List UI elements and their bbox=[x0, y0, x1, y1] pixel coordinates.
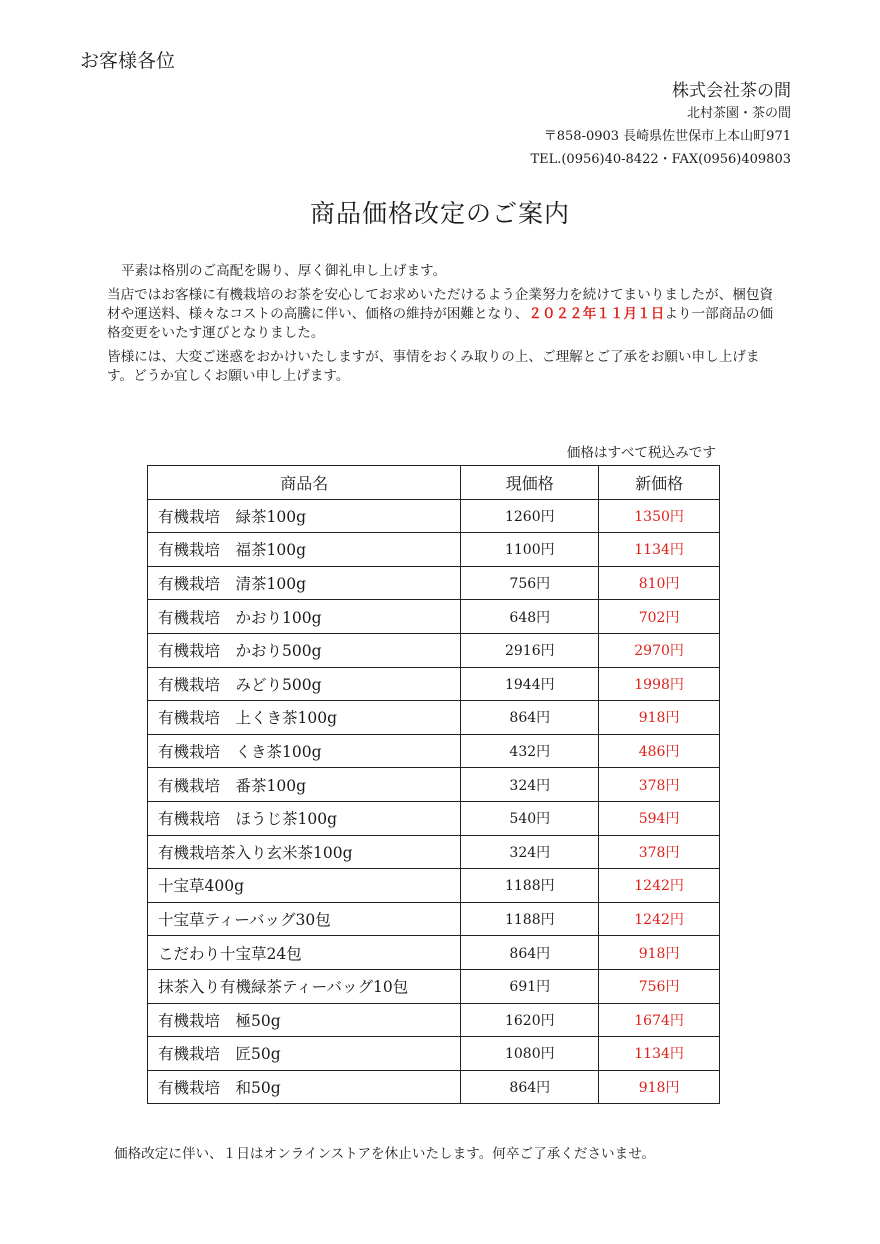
sender-block bbox=[530, 80, 791, 171]
sender-address: 〒858-0903 長崎県佐世保市上本山町971 bbox=[543, 129, 791, 144]
product-name-cell: 有機栽培 福茶100g bbox=[148, 533, 461, 567]
new-price-cell: 918円 bbox=[599, 1070, 720, 1104]
header-new-price: 新価格 bbox=[599, 466, 720, 500]
addressee: お客様各位 bbox=[80, 50, 176, 72]
product-name-cell: 有機栽培 極50g bbox=[148, 1003, 461, 1037]
product-name-cell: 有機栽培茶入り玄米茶100g bbox=[148, 835, 461, 869]
current-price-cell: 1188円 bbox=[461, 869, 599, 903]
table-row bbox=[148, 566, 720, 600]
new-price-cell: 378円 bbox=[599, 768, 720, 802]
sender-company: 株式会社茶の間 bbox=[672, 81, 791, 101]
current-price-cell: 2916円 bbox=[461, 633, 599, 667]
new-price-cell: 756円 bbox=[599, 969, 720, 1003]
product-name-cell: 有機栽培 番茶100g bbox=[148, 768, 461, 802]
product-name-cell: 有機栽培 くき茶100g bbox=[148, 734, 461, 768]
tax-note: 価格はすべて税込みです bbox=[566, 445, 716, 461]
new-price-cell: 702円 bbox=[599, 600, 720, 634]
table-header-row bbox=[148, 466, 720, 500]
announcement-paragraph bbox=[107, 286, 777, 343]
new-price-cell: 2970円 bbox=[599, 633, 720, 667]
current-price-cell: 756円 bbox=[461, 566, 599, 600]
page-title: 商品価格改定のご案内 bbox=[309, 199, 570, 228]
apology-paragraph: 皆様には、大変ご迷惑をおかけいたしますが、事情をおくみ取りの上、ご理解とご了承をお願い申し上げます。どうか宜しくお願い申し上げます。 bbox=[107, 349, 760, 384]
new-price-cell: 918円 bbox=[599, 701, 720, 735]
product-name-cell: こだわり十宝草24包 bbox=[148, 936, 461, 970]
table-row bbox=[148, 633, 720, 667]
table-row bbox=[148, 936, 720, 970]
table-row bbox=[148, 600, 720, 634]
current-price-cell: 324円 bbox=[461, 768, 599, 802]
table-row bbox=[148, 499, 720, 533]
greeting-paragraph: 平素は格別のご高配を賜り、厚く御礼申し上げます。 bbox=[121, 263, 447, 279]
letter-body bbox=[107, 262, 777, 391]
new-price-cell: 594円 bbox=[599, 801, 720, 835]
header-product-name: 商品名 bbox=[148, 466, 461, 500]
new-price-cell: 1674円 bbox=[599, 1003, 720, 1037]
current-price-cell: 648円 bbox=[461, 600, 599, 634]
table-row bbox=[148, 902, 720, 936]
current-price-cell: 1620円 bbox=[461, 1003, 599, 1037]
current-price-cell: 1260円 bbox=[461, 499, 599, 533]
effective-date: ２０２２年１１月１日 bbox=[528, 306, 665, 322]
header-current-price: 現価格 bbox=[461, 466, 599, 500]
footer-note: 価格改定に伴い、１日はオンラインストアを休止いたします。何卒ご了承くださいませ。 bbox=[114, 1146, 656, 1162]
sender-shop: 北村茶園・茶の間 bbox=[686, 106, 791, 121]
price-table bbox=[147, 465, 720, 1104]
new-price-cell: 1998円 bbox=[599, 667, 720, 701]
new-price-cell: 1350円 bbox=[599, 499, 720, 533]
table-row bbox=[148, 533, 720, 567]
product-name-cell: 有機栽培 上くき茶100g bbox=[148, 701, 461, 735]
new-price-cell: 378円 bbox=[599, 835, 720, 869]
current-price-cell: 691円 bbox=[461, 969, 599, 1003]
new-price-cell: 1134円 bbox=[599, 1037, 720, 1071]
announcement-tail: より一部商品の価格変更をいたす運びとなりました。 bbox=[107, 306, 774, 341]
product-name-cell: 有機栽培 清茶100g bbox=[148, 566, 461, 600]
new-price-cell: 1134円 bbox=[599, 533, 720, 567]
product-name-cell: 有機栽培 匠50g bbox=[148, 1037, 461, 1071]
table-row bbox=[148, 835, 720, 869]
new-price-cell: 1242円 bbox=[599, 869, 720, 903]
current-price-cell: 432円 bbox=[461, 734, 599, 768]
current-price-cell: 324円 bbox=[461, 835, 599, 869]
table-row bbox=[148, 701, 720, 735]
product-name-cell: 有機栽培 かおり100g bbox=[148, 600, 461, 634]
table-row bbox=[148, 1003, 720, 1037]
product-name-cell: 有機栽培 緑茶100g bbox=[148, 499, 461, 533]
product-name-cell: 抹茶入り有機緑茶ティーバッグ10包 bbox=[148, 969, 461, 1003]
table-row bbox=[148, 667, 720, 701]
table-row bbox=[148, 734, 720, 768]
table-row bbox=[148, 768, 720, 802]
table-row bbox=[148, 869, 720, 903]
product-name-cell: 十宝草ティーバッグ30包 bbox=[148, 902, 461, 936]
product-name-cell: 有機栽培 和50g bbox=[148, 1070, 461, 1104]
product-name-cell: 有機栽培 みどり500g bbox=[148, 667, 461, 701]
product-name-cell: 十宝草400g bbox=[148, 869, 461, 903]
current-price-cell: 1080円 bbox=[461, 1037, 599, 1071]
product-name-cell: 有機栽培 かおり500g bbox=[148, 633, 461, 667]
current-price-cell: 540円 bbox=[461, 801, 599, 835]
current-price-cell: 1188円 bbox=[461, 902, 599, 936]
new-price-cell: 1242円 bbox=[599, 902, 720, 936]
new-price-cell: 486円 bbox=[599, 734, 720, 768]
announcement-text: 当店ではお客様に有機栽培のお茶を安心してお求めいただけるよう企業努力を続けてまいりましたが、梱包資材や運送料、様々なコストの高騰に伴い、価格の維持が困難となり、 bbox=[107, 287, 774, 322]
current-price-cell: 1944円 bbox=[461, 667, 599, 701]
current-price-cell: 864円 bbox=[461, 1070, 599, 1104]
table-row bbox=[148, 1037, 720, 1071]
table-row bbox=[148, 801, 720, 835]
table-row bbox=[148, 1070, 720, 1104]
product-name-cell: 有機栽培 ほうじ茶100g bbox=[148, 801, 461, 835]
new-price-cell: 810円 bbox=[599, 566, 720, 600]
table-row bbox=[148, 969, 720, 1003]
sender-contact: TEL.(0956)40-8422・FAX(0956)409803 bbox=[530, 152, 791, 167]
current-price-cell: 864円 bbox=[461, 936, 599, 970]
new-price-cell: 918円 bbox=[599, 936, 720, 970]
current-price-cell: 864円 bbox=[461, 701, 599, 735]
current-price-cell: 1100円 bbox=[461, 533, 599, 567]
